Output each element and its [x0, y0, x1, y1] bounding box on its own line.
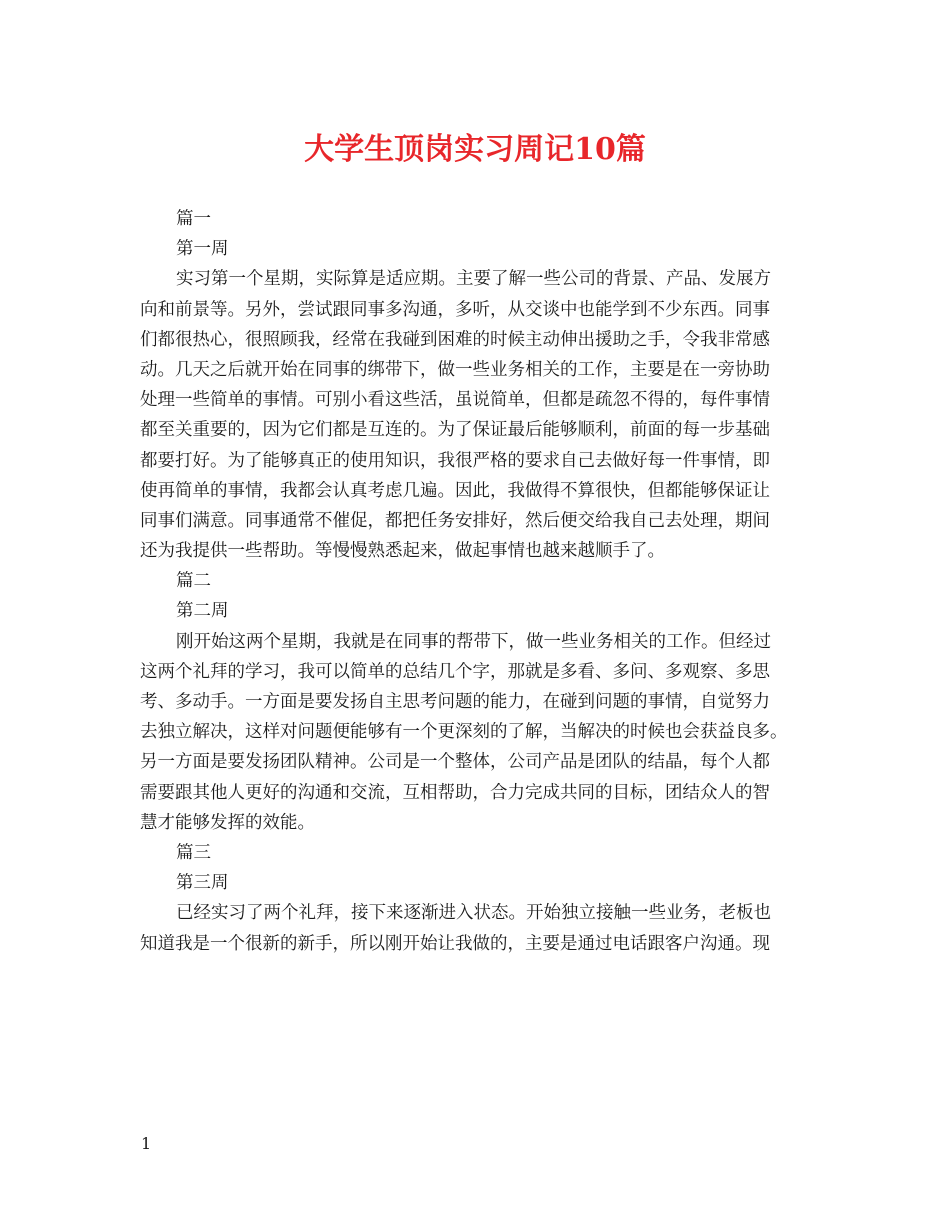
text-line: 另一方面是要发扬团队精神。公司是一个整体，公司产品是团队的结晶，每个人都	[140, 752, 770, 773]
text-line: 还为我提供一些帮助。等慢慢熟悉起来，做起事情也越来越顺手了。	[140, 541, 665, 562]
text-line: 都至关重要的，因为它们都是互连的。为了保证最后能够顺利，前面的每一步基础	[140, 420, 770, 441]
text-line: 使再简单的事情，我都会认真考虑几遍。因此，我做得不算很快，但都能够保证让	[140, 480, 770, 501]
text-line: 实习第一个星期，实际算是适应期。主要了解一些公司的背景、产品、发展方	[176, 269, 771, 290]
text-line: 考、多动手。一方面是要发扬自主思考问题的能力，在碰到问题的事情，自觉努力	[140, 692, 770, 712]
text-line: 需要跟其他人更好的沟通和交流，互相帮助，合力完成共同的目标，团结众人的智	[140, 782, 770, 803]
text-line: 刚开始这两个星期，我就是在同事的帮带下，做一些业务相关的工作。但经过	[176, 631, 771, 652]
text-line: 们都很热心，很照顾我，经常在我碰到困难的时候主动伸出援助之手，令我非常感	[140, 329, 770, 350]
text-line: 向和前景等。另外，尝试跟同事多沟通，多听，从交谈中也能学到不少东西。同事	[140, 299, 770, 320]
text-line: 慧才能够发挥的效能。	[140, 812, 315, 833]
text-line: 动。几天之后就开始在同事的绑带下，做一些业务相关的工作，主要是在一旁协助	[140, 359, 770, 380]
text-line: 已经实习了两个礼拜，接下来逐渐进入状态。开始独立接触一些业务，老板也	[176, 903, 771, 924]
text-line: 同事们满意。同事通常不催促，都把任务安排好，然后便交给我自己去处理，期间	[140, 510, 770, 531]
text-line: 篇一	[176, 209, 211, 229]
text-line: 第三周	[176, 873, 229, 894]
text-line: 篇三	[176, 842, 211, 863]
page-number: 1	[141, 1134, 152, 1153]
page-title: 大学生顶岗实习周记10篇	[304, 132, 646, 167]
text-line: 处理一些简单的事情。可别小看这些活，虽说简单，但都是疏忽不得的，每件事情	[140, 390, 770, 411]
text-line: 篇二	[176, 571, 211, 592]
text-line: 第二周	[176, 601, 229, 622]
document-body	[140, 204, 818, 959]
text-line: 去独立解决，这样对问题便能够有一个更深刻的了解，当解决的时候也会获益良多。	[140, 722, 788, 743]
text-line: 第一周	[176, 239, 229, 260]
text-line: 都要打好。为了能够真正的使用知识，我很严格的要求自己去做好每一件事情，即	[140, 450, 770, 471]
text-line: 知道我是一个很新的新手，所以刚开始让我做的，主要是通过电话跟客户沟通。现	[140, 933, 770, 954]
text-line: 这两个礼拜的学习，我可以简单的总结几个字，那就是多看、多问、多观察、多思	[140, 661, 770, 682]
